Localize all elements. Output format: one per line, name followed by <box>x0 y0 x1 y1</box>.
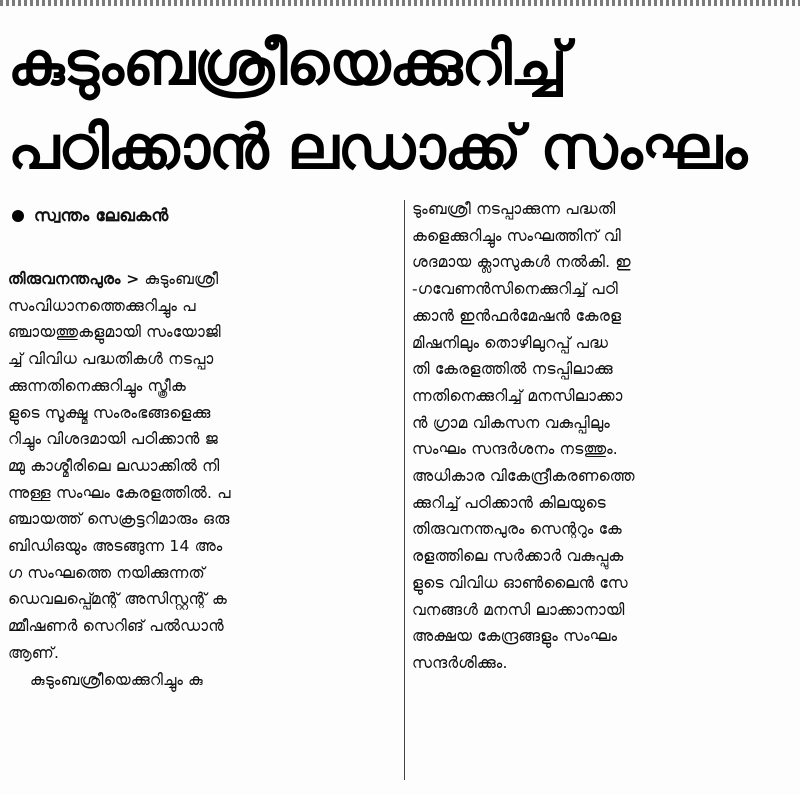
text-line: മ്മു കാശ്മീരിലെ ലഡാക്കിൽ നി <box>8 456 220 475</box>
text-line: ആണ്. <box>8 643 60 662</box>
text-line: ടുംബശ്രീ നടപ്പാക്കുന്ന പദ്ധതി <box>412 200 616 218</box>
text-line: ൻ ഗ്രാമ വികസന വകുപ്പിലും <box>412 413 610 432</box>
left-column <box>8 196 396 693</box>
text-line: സംഘം സന്ദർശനം നടത്തും. <box>412 440 618 459</box>
first-line <box>8 266 396 293</box>
first-line-rest: കുടുംബശ്രീ <box>139 270 219 288</box>
text-line: ളുടെ വിവിധ ഓൺലൈൻ സേ <box>412 573 628 592</box>
text-line: ക്കാൻ ഇൻഫർമേഷൻ കേരള <box>412 306 622 325</box>
text-line: റിച്ചും വിശദമായി പഠിക്കാൻ ജ <box>8 430 218 449</box>
text-line: ഞ്ചായത്തുകളുമായി സംയോജി <box>8 323 221 342</box>
headline <box>8 22 792 190</box>
dateline: തിരുവനന്തപുരം > <box>8 270 140 288</box>
text-line: ഞ്ചായത്ത് സെക്രട്ടറിമാരും ഒരു <box>8 510 230 529</box>
headline-line-1: കുടുംബശ്രീയെക്കുറിച്ച് <box>8 29 567 99</box>
text-line: അധികാര വികേന്ദ്രീകരണത്തെ <box>412 467 635 486</box>
byline <box>8 196 396 236</box>
headline-line-2: പഠിക്കാൻ ലഡാക്ക് സംഘം <box>8 113 747 183</box>
text-line: കളെക്കുറിച്ചും സംഘത്തിന് വി <box>412 226 621 245</box>
article-body <box>8 196 794 788</box>
text-line: ച്ച് വിവിധ പദ്ധതികൾ നടപ്പാ <box>8 350 214 369</box>
byline-text: സ്വന്തം ലേഖകൻ <box>34 206 169 226</box>
text-line: ശദമായ ക്ലാസുകൾ നൽകി. ഇ <box>412 253 631 272</box>
text-line: ളുടെ സൂക്ഷ്മ സംരംഭങ്ങളെക്കു <box>8 403 211 422</box>
text-line: അക്ഷയ കേന്ദ്രങ്ങളും സംഘം <box>412 627 618 646</box>
text-line: സന്ദർശിക്കും. <box>412 653 508 672</box>
right-column <box>412 196 800 677</box>
text-line: വനങ്ങൾ മനസി ലാക്കാനായി <box>412 600 625 619</box>
text-line: ന്നുള്ള സംഘം കേരളത്തിൽ. പ <box>8 483 231 502</box>
text-line: തിരുവനന്തപുരം സെന്ററും കേ <box>412 520 622 539</box>
paragraph-2-line: കുടുംബശ്രീയെക്കുറിച്ചും കു <box>30 670 203 689</box>
text-line: ബിഡിഒയും അടങ്ങുന്ന 14 അം <box>8 537 223 556</box>
text-line: -ഗവേണൻസിനെക്കുറിച്ച് പഠി <box>412 280 618 299</box>
text-line: മ്മീഷണർ സെറിങ് പൽഡാൻ <box>8 617 224 636</box>
text-line: സംവിധാനത്തെക്കുറിച്ചും പ <box>8 296 196 315</box>
bullet-icon <box>12 210 24 222</box>
text-line: മിഷനിലും തൊഴിലുറപ്പ് പദ്ധ <box>412 333 609 352</box>
text-line: ക്കുറിച്ച് പഠിക്കാൻ കിലയുടെ <box>412 493 606 512</box>
text-line: ന്നതിനെക്കുറിച്ച് മനസിലാക്കാ <box>412 386 623 405</box>
column-divider <box>404 200 405 780</box>
text-line: ക്കുന്നതിനെക്കുറിച്ചും സ്ത്രീക <box>8 376 186 395</box>
top-rule <box>0 0 800 6</box>
text-line: ഗ സംഘത്തെ നയിക്കുന്നത് <box>8 563 205 582</box>
text-line: ഡെവലപ്പ്മെന്റ് അസിസ്റ്റന്റ് ക <box>8 590 227 609</box>
text-line: രളത്തിലെ സർക്കാർ വകുപ്പുക <box>412 547 624 566</box>
text-line: തി കേരളത്തിൽ നടപ്പിലാക്കു <box>412 360 613 379</box>
